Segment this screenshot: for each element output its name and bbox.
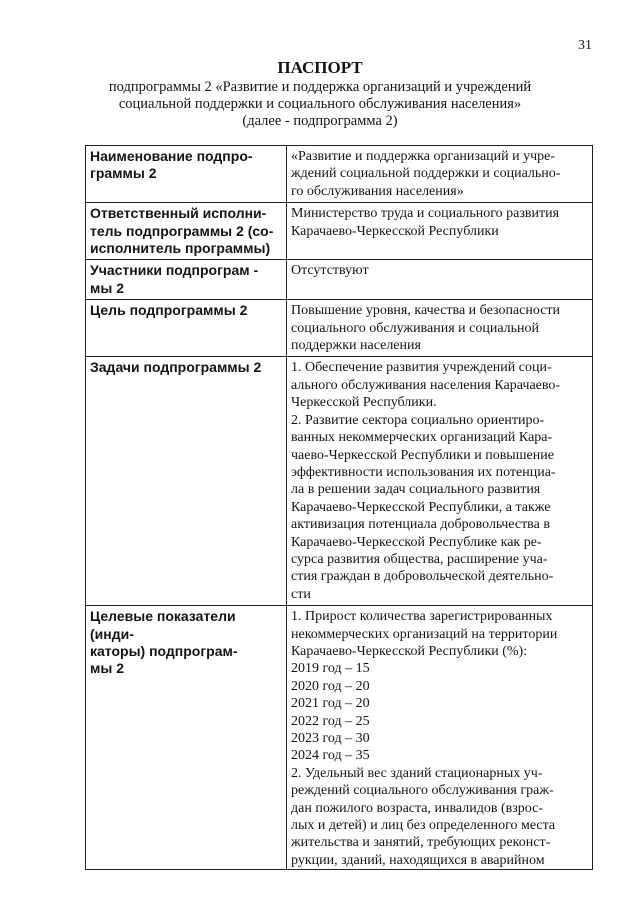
- label-line: исполнитель программы): [90, 240, 271, 257]
- value-line: реждений социального обслуживания граж-: [291, 783, 554, 799]
- value-line: Карачаево-Черкесской Республики: [291, 223, 499, 239]
- value-line: активизация потенциала добровольчества в: [291, 517, 550, 533]
- value-line: 2024 год – 35: [291, 748, 370, 764]
- row-value: [287, 260, 593, 300]
- row-value: [287, 357, 593, 606]
- label-line: Целевые показатели (инди-: [90, 608, 236, 642]
- subtitle-line: социальной поддержки и социального обслуживания населения»: [118, 96, 522, 112]
- value-line: 2022 год – 25: [291, 713, 370, 729]
- value-line: Повышение уровня, качества и безопасности: [291, 303, 561, 319]
- value-line: сурса развития общества, расширение уча-: [291, 551, 548, 567]
- label-line: Задачи подпрограммы 2: [90, 359, 262, 376]
- label-line: тель подпрограммы 2 (со-: [90, 222, 274, 239]
- row-value: [287, 300, 593, 357]
- value-line: ального обслуживания населения Карачаево-: [291, 377, 561, 393]
- value-line: рукции, зданий, находящихся в аварийном: [291, 852, 545, 868]
- value-line: ванных некоммерческих организаций Кара-: [291, 430, 553, 446]
- table-row-targets: [86, 606, 593, 870]
- subtitle-line: (далее - подпрограмма 2): [242, 113, 398, 129]
- value-line: 2020 год – 20: [291, 678, 370, 694]
- row-label: [86, 606, 287, 870]
- document-title: ПАСПОРТ: [277, 58, 363, 77]
- row-label: [86, 300, 287, 357]
- value-line: 1. Прирост количества зарегистрированных: [291, 609, 553, 625]
- value-line: поддержки населения: [291, 338, 421, 354]
- value-line: Карачаево-Черкесской Республики, а также: [291, 499, 551, 515]
- row-label: [86, 146, 287, 203]
- value-line: лых и детей) и лиц без определенного места: [291, 818, 556, 834]
- value-line: го обслуживания населения»: [291, 183, 464, 199]
- value-line: 2019 год – 15: [291, 661, 370, 677]
- page-number: 31: [578, 38, 592, 53]
- table-row-name: [86, 146, 593, 203]
- row-value: [287, 203, 593, 260]
- row-label: [86, 203, 287, 260]
- value-line: социального обслуживания и социальной: [291, 320, 540, 336]
- row-label: [86, 260, 287, 300]
- table-row-goal: [86, 300, 593, 357]
- label-line: Наименование подпро-: [90, 148, 253, 164]
- label-line: граммы 2: [90, 165, 157, 182]
- value-line: стия граждан в добровольческой деятельно-: [291, 569, 554, 585]
- value-line: некоммерческих организаций на территории: [291, 626, 558, 642]
- value-line: 2023 год – 30: [291, 731, 370, 746]
- label-line: мы 2: [90, 279, 124, 296]
- label-line: каторы) подпрограм-: [90, 642, 238, 659]
- value-line: 2. Развитие сектора социально ориентиро-: [291, 412, 545, 428]
- table-row-participants: [86, 260, 593, 300]
- value-line: 2021 год – 20: [291, 696, 370, 712]
- value-line: Черкесской Республики.: [291, 395, 437, 411]
- table-row-executor: [86, 203, 593, 260]
- subtitle-line: подпрограммы 2 «Развитие и поддержка организаций и учреждений: [108, 79, 532, 95]
- row-value: [287, 606, 593, 870]
- value-line: ждений социальной поддержки и социально-: [291, 166, 561, 182]
- document-subtitle: [90, 79, 550, 130]
- value-line: Карачаево-Черкесской Республике как ре-: [291, 534, 542, 550]
- row-value: [287, 146, 593, 203]
- passport-table: [85, 145, 593, 870]
- value-line: эффективности использования их потенциа-: [291, 464, 556, 480]
- value-line: «Развитие и поддержка организаций и учре-: [291, 149, 556, 164]
- label-line: мы 2: [90, 660, 124, 677]
- row-label: [86, 357, 287, 606]
- value-line: ла в решении задач социального развития: [291, 482, 541, 498]
- value-line: дан пожилого возраста, инвалидов (взрос-: [291, 800, 543, 816]
- value-line: жительства и занятий, требующих реконст-: [291, 835, 551, 851]
- value-line: 2. Удельный вес зданий стационарных уч-: [291, 765, 543, 781]
- value-line: 1. Обеспечение развития учреждений соци-: [291, 360, 552, 376]
- value-line: Карачаево-Черкесской Республики (%):: [291, 643, 528, 659]
- table-row-tasks: [86, 357, 593, 606]
- value-line: Отсутствуют: [291, 263, 369, 279]
- value-line: Министерство труда и социального развития: [291, 206, 560, 222]
- label-line: Участники подпрограм -: [90, 262, 259, 279]
- value-line: чаево-Черкесской Республики и повышение: [291, 447, 554, 463]
- label-line: Цель подпрограммы 2: [90, 302, 248, 319]
- label-line: Ответственный исполни-: [90, 205, 267, 222]
- value-line: сти: [291, 586, 311, 602]
